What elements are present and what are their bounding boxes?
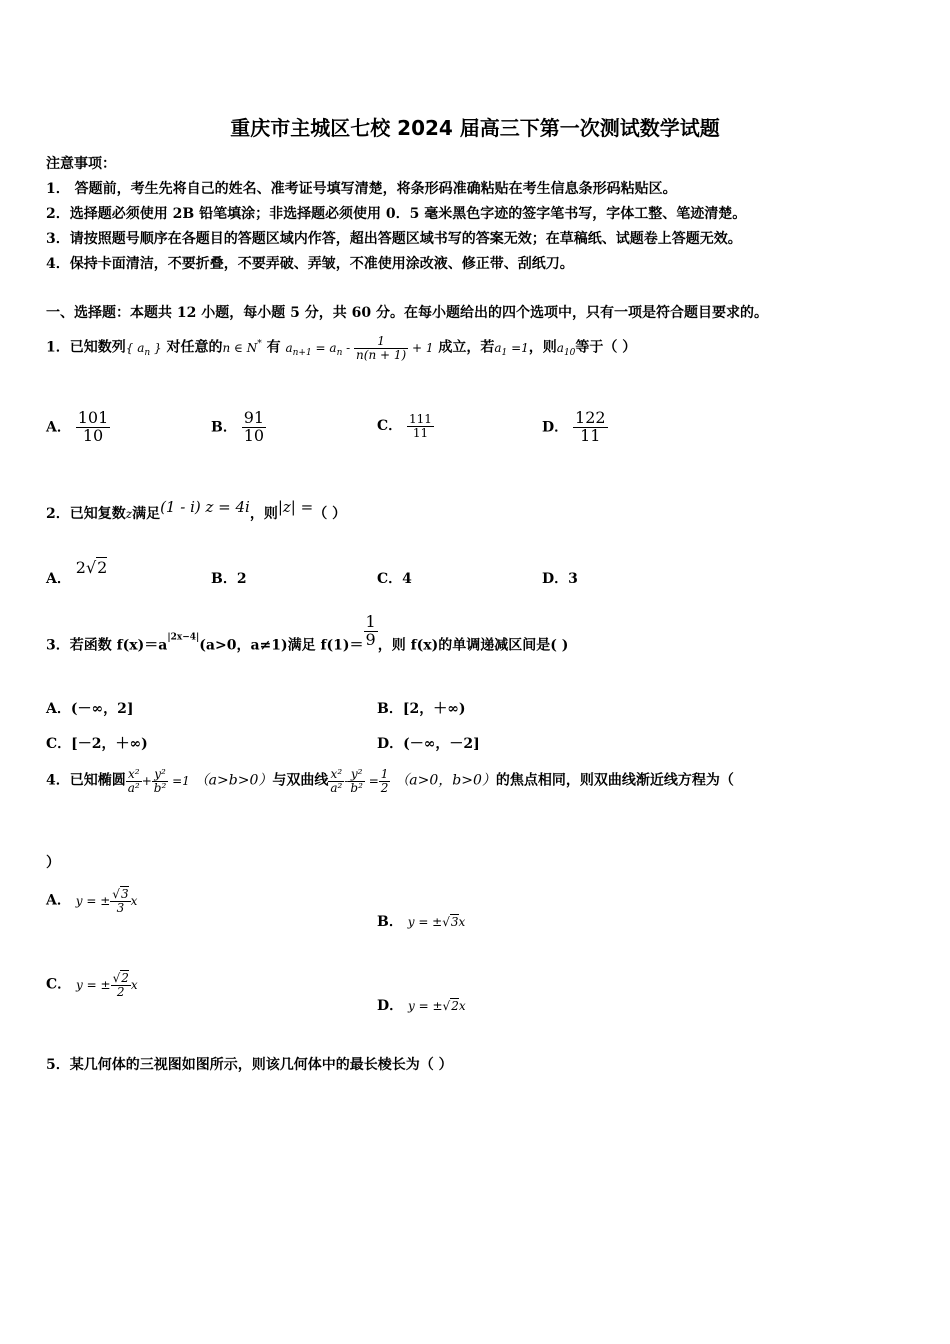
q1-target: $a_{10}$ (556, 340, 576, 358)
notice-item-3: 3．请按照题号顺序在各题目的答题区域内作答，超出答题区域书写的答案无效；在草稿纸、试题卷上答题无效。 (46, 231, 742, 247)
q2-modulus: |z| = (277, 498, 314, 516)
q3-option-a[interactable]: A．(－∞，2] (46, 701, 134, 717)
q1-initial: $a_1 =1$ (494, 340, 529, 358)
q2-option-b[interactable]: B．2 (211, 571, 247, 587)
question-3: 3．若函数 $f(x)=a_{|2x-4|}(a>0$，a≠1)满足 f(1)＝ $\frac{1}{9}$ ，则 f(x)的单调递减区间是( ) (46, 612, 569, 654)
q3-option-c[interactable]: C．[－2，＋∞) (46, 736, 148, 752)
notice-item-2: 2．选择题必须使用 2B 铅笔填涂；非选择题必须使用 0．5 毫米黑色字迹的签字笔书写，字体工整、笔迹清楚。 (46, 206, 747, 222)
q1-option-a[interactable]: A． $\frac{101}{10}$ (46, 408, 109, 445)
q3-option-b[interactable]: B．[2，＋∞) (377, 701, 466, 717)
q4-option-a[interactable]: A． y = ± $\frac{√3}{3}$ x (46, 887, 138, 915)
q2-var: z (125, 507, 133, 521)
question-4: 4．已知椭圆 $\frac{\text{x²}}{\text{a²}}$ + $\frac{\text{y²}}{\text{b²}}$ =1 （a>b>0）与双曲线 $\frac{\text{x²}}{\text{a²}}$ - $\frac{\text{y²}}{\text{b²}}$ = $\frac{1}{2}$ （a>0，b>0）的焦点相同，则双曲线渐近线方程为（ (46, 767, 734, 795)
q1-text: 1．已知数列 (46, 339, 126, 356)
q4-ellipse: $\frac{\text{x²}}{\text{a²}}$ + $\frac{\text{y²}}{\text{b²}}$ =1 (127, 767, 190, 795)
q1-option-b[interactable]: B． $\frac{91}{10}$ (211, 408, 265, 445)
question-1: 1．已知数列{ $a_n$ } 对任意的n ∈ N* 有 $a_{n+1} = a_n$ - $\frac{1}{n(n + 1)}$ + 1 成立，若$a_1 =1$，则$a_{10}$等于（ ） (46, 334, 637, 362)
question-2: 2．已知复数z满足(1 - i) z = 4i，则|z| =（ ） (46, 498, 347, 522)
question-5: 5．某几何体的三视图如图所示，则该几何体中的最长棱长为（ ） (46, 1057, 453, 1073)
page-title: 重庆市主城区七校 2024 届高三下第一次测试数学试题 (230, 116, 720, 140)
q1-recurrence: $a_{n+1} = a_n$ - $\frac{1}{n(n + 1)}$ + 1 (285, 334, 434, 362)
q4-option-c[interactable]: C． y = ± $\frac{√2}{2}$ x (46, 971, 138, 999)
notice-heading: 注意事项： (46, 156, 116, 172)
section-heading: 一、选择题：本题共 12 小题，每小题 5 分，共 60 分。在每小题给出的四个选项中，只有一项是符合题目要求的。 (46, 305, 768, 321)
q4-hyperbola: $\frac{\text{x²}}{\text{a²}}$ - $\frac{\text{y²}}{\text{b²}}$ = $\frac{1}{2}$ (330, 767, 389, 795)
q1-sequence: { $a_n$ } (125, 340, 162, 358)
q4-option-b[interactable]: B． y = ±√3x (377, 914, 466, 930)
q2-option-c[interactable]: C．4 (377, 571, 412, 587)
notice-item-1: 1． 答题前，考生先将自己的姓名、准考证号填写清楚，将条形码准确粘贴在考生信息条形码粘贴区。 (46, 181, 677, 197)
q3-option-d[interactable]: D．(－∞，－2] (377, 736, 480, 752)
notice-item-4: 4．保持卡面清洁，不要折叠，不要弄破、弄皱，不准使用涂改液、修正带、刮纸刀。 (46, 256, 574, 272)
q1-option-d[interactable]: D． $\frac{122}{11}$ (542, 408, 606, 445)
q1-condition: n ∈ N* (222, 338, 262, 355)
q4-option-d[interactable]: D． y = ±√2x (377, 998, 466, 1014)
q2-equation: (1 - i) z = 4i (160, 498, 250, 516)
question-4-end: ） (46, 855, 60, 871)
q2-option-a[interactable]: A． 2√2 (46, 558, 108, 587)
q2-option-d[interactable]: D．3 (542, 571, 578, 587)
q1-option-c[interactable]: C． $\frac{111}{11}$ (377, 412, 432, 440)
